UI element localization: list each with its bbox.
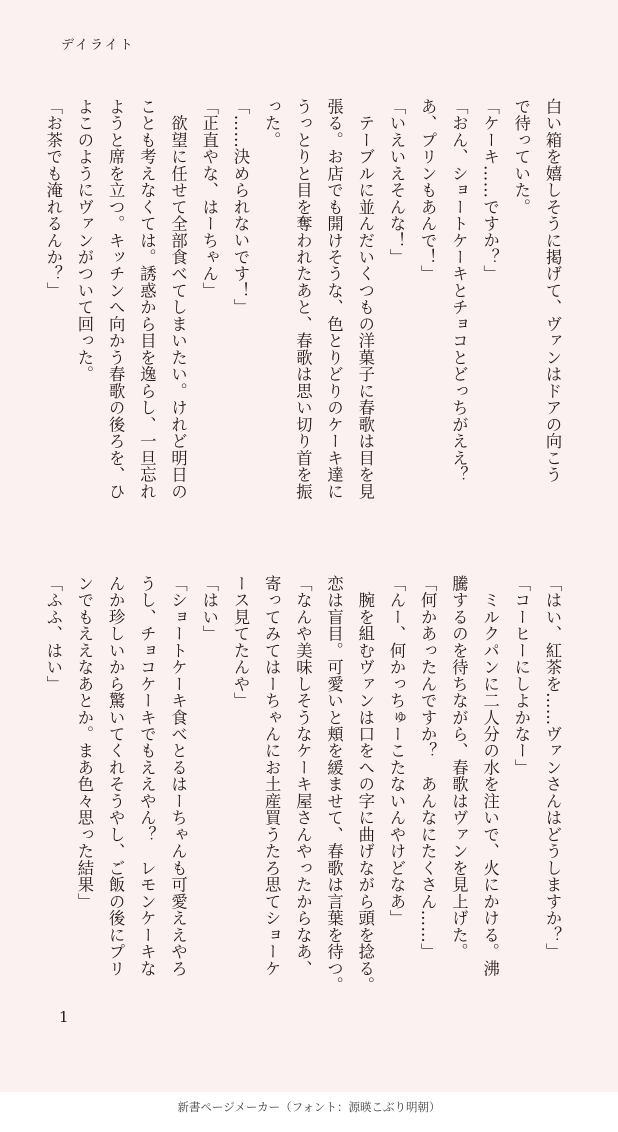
- text-line: 「なんや美味しそうなケーキ屋さんやったからなあ、: [293, 575, 313, 977]
- text-block-top: [38, 98, 568, 538]
- text-line: 寄ってみてはーちゃんにお土産買うたろ思てショーケ: [262, 575, 282, 977]
- text-line: 腕を組むヴァンは口をへの字に曲げながら頭を捻る。: [355, 575, 375, 994]
- text-line: あ、プリンもあんで！」: [418, 98, 438, 283]
- text-line: 「んー、何かっちゅーこたないんやけどなあ」: [386, 575, 406, 927]
- text-line: テーブルに並んだいくつもの洋菓子に春歌は目を見: [355, 98, 375, 500]
- text-line: んか珍しいから驚いてくれそうやし、ご飯の後にプリ: [106, 575, 126, 977]
- text-line: 「はい」: [199, 575, 219, 642]
- text-line: 白い箱を嬉しそうに掲げて、ヴァンはドアの向こう: [543, 98, 562, 484]
- text-line: で待っていた。: [511, 98, 531, 216]
- text-line: 「……決められないです！」: [230, 98, 250, 316]
- text-line: ース見てたんや」: [230, 575, 250, 709]
- text-line: 「ふふ、はい」: [43, 575, 63, 693]
- text-line: 恋は盲目。可愛いと頬を緩ませて、春歌は言葉を待つ。: [324, 575, 344, 994]
- text-line: 「正直やな、はーちゃん」: [199, 98, 219, 299]
- text-line: ことも考えなくては。誘惑から目を逸らし、一旦忘れ: [137, 98, 157, 500]
- text-line: 「ショートケーキ食べとるはーちゃんも可愛ええやろ: [168, 575, 188, 977]
- text-line: 「いえいえそんな！」: [386, 98, 406, 266]
- text-line: 張る。お店でも開けそうな、色とりどりのケーキ達に: [324, 98, 344, 500]
- text-line: 「コーヒーにしよかなー」: [511, 575, 531, 776]
- text-line: ミルクパンに二人分の水を注いで、火にかける。沸: [480, 575, 500, 977]
- text-line: った。: [262, 98, 282, 149]
- text-block-bottom: [38, 575, 568, 1015]
- text-line: ンでもええなあとか。まあ色々思った結果」: [74, 575, 94, 910]
- text-line: 「おん、ショートケーキとチョコとどっちがええ？: [449, 98, 469, 484]
- text-line: 「はい、紅茶を……ヴァンさんはどうしますか？」: [543, 575, 562, 961]
- text-line: 騰するのを待ちながら、春歌はヴァンを見上げた。: [449, 575, 469, 961]
- footer-credit: 新書ページメーカー（フォント：源暎こぶり明朝）: [177, 1100, 441, 1114]
- text-line: よこのようにヴァンがついて回った。: [74, 98, 94, 383]
- text-line: うっとりと目を奪われたあと、春歌は思い切り首を振: [293, 98, 313, 500]
- text-line: うし、チョコケーキでもええやん？ レモンケーキな: [137, 575, 157, 977]
- text-line: 「何かあったんですか？ あんなにたくさん……」: [418, 575, 438, 961]
- running-header: デイライト: [61, 38, 135, 53]
- page-number: 1: [59, 1008, 69, 1026]
- text-line: 「ケーキ……ですか？」: [480, 98, 500, 283]
- text-line: ようと席を立つ。キッチンへ向かう春歌の後ろを、ひ: [106, 98, 126, 500]
- text-line: 欲望に任せて全部食べてしまいたい。けれど明日の: [168, 98, 188, 500]
- text-line: 「お茶でも淹れるんか？」: [43, 98, 63, 299]
